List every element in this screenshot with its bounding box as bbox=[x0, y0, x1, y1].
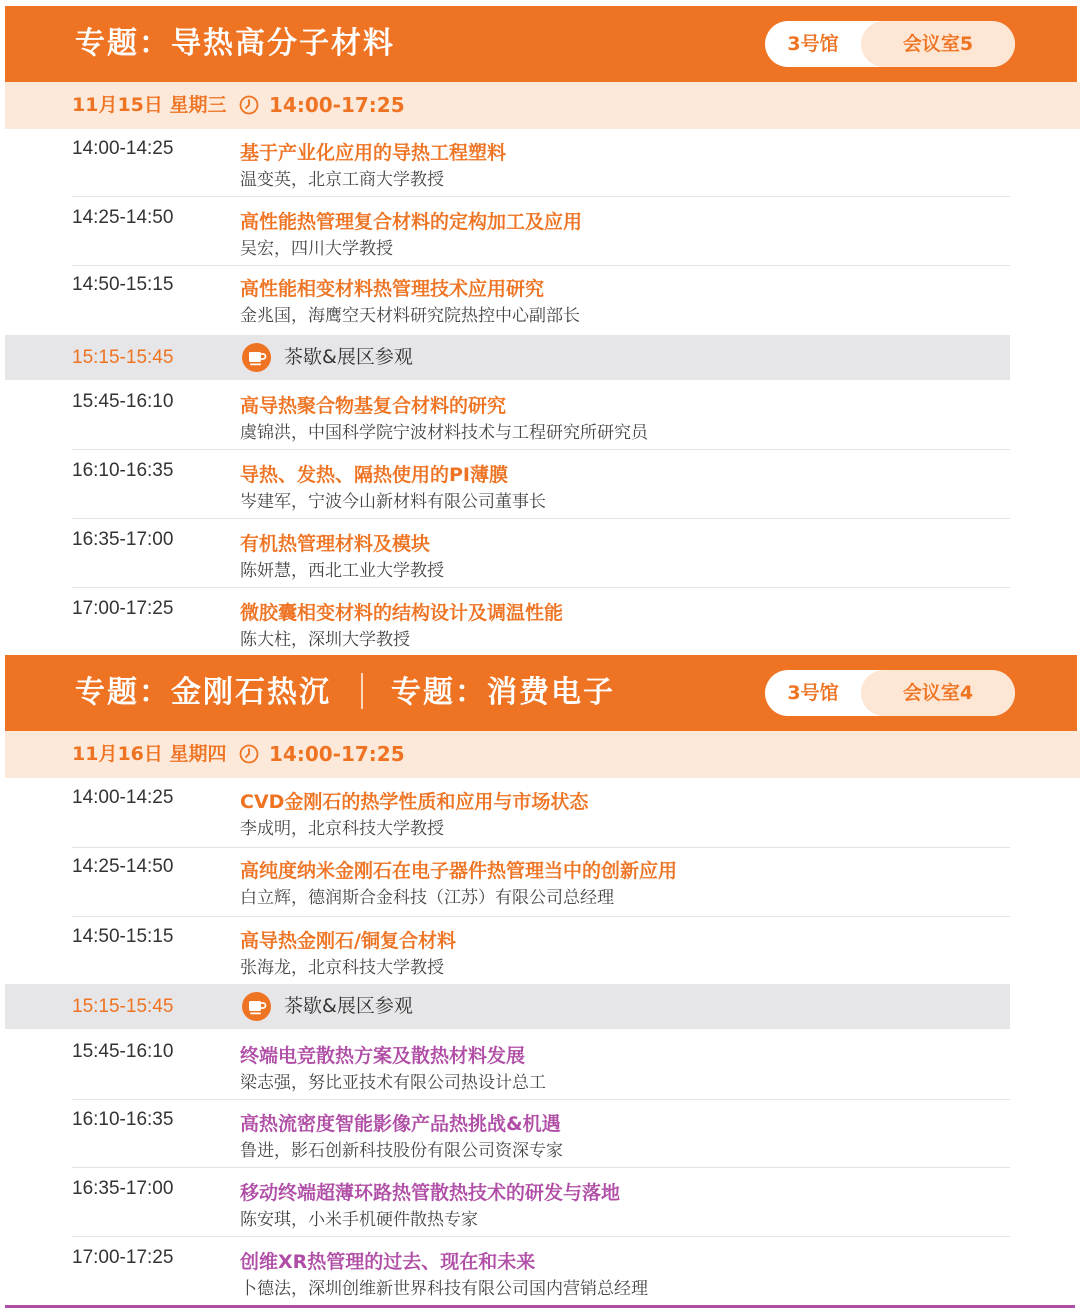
talk-time: 16:35-17:00 bbox=[72, 1178, 174, 1199]
talk-time: 14:00-14:25 bbox=[72, 138, 174, 159]
talk-speaker: 虞锦洪，中国科学院宁波材料技术与工程研究所研究员 bbox=[240, 423, 648, 443]
bottom-border bbox=[5, 1305, 1075, 1308]
talk-speaker: 温变英，北京工商大学教授 bbox=[240, 170, 444, 190]
row-divider bbox=[72, 265, 1010, 266]
clock-icon bbox=[239, 95, 259, 115]
break-time: 15:15-15:45 bbox=[72, 347, 174, 368]
break-time: 15:15-15:45 bbox=[72, 996, 174, 1017]
talk-time: 14:25-14:50 bbox=[72, 856, 174, 877]
venue-pill bbox=[765, 670, 1015, 716]
talk-time: 17:00-17:25 bbox=[72, 1247, 174, 1268]
talk-title: 高导热金刚石/铜复合材料 bbox=[240, 930, 456, 952]
row-divider bbox=[72, 196, 1010, 197]
talk-title: 微胶囊相变材料的结构设计及调温性能 bbox=[240, 602, 564, 624]
talk-speaker: 金兆国，海鹰空天材料研究院热控中心副部长 bbox=[240, 306, 580, 326]
talk-title: 导热、发热、隔热使用的PI薄膜 bbox=[240, 464, 508, 486]
topic-title bbox=[75, 6, 395, 82]
talk-title: 基于产业化应用的导热工程塑料 bbox=[240, 142, 507, 164]
topic-title bbox=[75, 655, 615, 731]
talk-speaker: 岑建军，宁波今山新材料有限公司董事长 bbox=[240, 492, 546, 512]
talk-title: 高纯度纳米金刚石在电子器件热管理当中的创新应用 bbox=[240, 860, 678, 882]
talk-time: 15:45-16:10 bbox=[72, 391, 174, 412]
talk-speaker: 吴宏，四川大学教授 bbox=[240, 239, 393, 259]
talk-speaker: 陈安琪，小米手机硬件散热专家 bbox=[240, 1210, 478, 1230]
row-divider bbox=[72, 916, 1010, 917]
session-time-range: 14:00-17:25 bbox=[269, 742, 405, 766]
session-date: 11月15日 星期三 bbox=[72, 94, 227, 116]
row-divider bbox=[72, 449, 1010, 450]
talk-speaker: 梁志强，努比亚技术有限公司热设计总工 bbox=[240, 1073, 546, 1093]
row-divider bbox=[72, 1167, 1010, 1168]
topic-label: 专题：消费电子 bbox=[391, 675, 615, 710]
talk-title: 高热流密度智能影像产品热挑战&机遇 bbox=[240, 1113, 561, 1135]
venue-pill bbox=[765, 21, 1015, 67]
room-label: 会议室5 bbox=[861, 21, 1015, 67]
date-bar-1 bbox=[5, 82, 1080, 129]
session-time-range: 14:00-17:25 bbox=[269, 93, 405, 117]
talk-title: 创维XR热管理的过去、现在和未来 bbox=[240, 1251, 536, 1273]
talk-title: 有机热管理材料及模块 bbox=[240, 533, 431, 555]
topic-header-1 bbox=[5, 6, 1077, 82]
coffee-cup-icon bbox=[242, 992, 271, 1021]
talk-title: 移动终端超薄环路热管散热技术的研发与落地 bbox=[240, 1182, 621, 1204]
date-bar-2 bbox=[5, 731, 1080, 778]
hall-label: 3号馆 bbox=[787, 33, 839, 55]
break-bar-2 bbox=[5, 984, 1010, 1029]
talk-speaker: 白立辉，德润斯合金科技（江苏）有限公司总经理 bbox=[240, 888, 614, 908]
talk-speaker: 陈妍慧，西北工业大学教授 bbox=[240, 561, 444, 581]
room-label: 会议室4 bbox=[861, 670, 1015, 716]
row-divider bbox=[72, 518, 1010, 519]
talk-speaker: 李成明，北京科技大学教授 bbox=[240, 819, 444, 839]
talk-time: 16:35-17:00 bbox=[72, 529, 174, 550]
row-divider bbox=[72, 847, 1010, 848]
talk-speaker: 鲁进，影石创新科技股份有限公司资深专家 bbox=[240, 1141, 563, 1161]
talk-title: 高性能热管理复合材料的定构加工及应用 bbox=[240, 211, 583, 233]
talk-title: 高性能相变材料热管理技术应用研究 bbox=[240, 278, 545, 300]
row-divider bbox=[72, 587, 1010, 588]
talk-time: 14:25-14:50 bbox=[72, 207, 174, 228]
talk-time: 16:10-16:35 bbox=[72, 460, 174, 481]
break-bar-1 bbox=[5, 335, 1010, 380]
talk-title: 高导热聚合物基复合材料的研究 bbox=[240, 395, 507, 417]
topic-label: 专题：金刚石热沉 bbox=[75, 675, 331, 710]
topic-separator bbox=[361, 673, 363, 709]
coffee-cup-icon bbox=[242, 343, 271, 372]
session-date: 11月16日 星期四 bbox=[72, 743, 227, 765]
talk-title: 终端电竞散热方案及散热材料发展 bbox=[240, 1045, 526, 1067]
talk-speaker: 陈大柱，深圳大学教授 bbox=[240, 630, 410, 650]
topic-header-2 bbox=[5, 655, 1077, 731]
talk-time: 14:00-14:25 bbox=[72, 787, 174, 808]
talk-time: 14:50-15:15 bbox=[72, 274, 174, 295]
talk-title: CVD金刚石的热学性质和应用与市场状态 bbox=[240, 791, 589, 813]
talk-time: 15:45-16:10 bbox=[72, 1041, 174, 1062]
row-divider bbox=[72, 1236, 1010, 1237]
talk-time: 14:50-15:15 bbox=[72, 926, 174, 947]
talk-speaker: 卜德法，深圳创维新世界科技有限公司国内营销总经理 bbox=[240, 1279, 648, 1299]
talk-time: 16:10-16:35 bbox=[72, 1109, 174, 1130]
hall-label: 3号馆 bbox=[787, 682, 839, 704]
break-label: 茶歇&展区参观 bbox=[284, 346, 413, 368]
talk-speaker: 张海龙，北京科技大学教授 bbox=[240, 958, 444, 978]
break-label: 茶歇&展区参观 bbox=[284, 995, 413, 1017]
clock-icon bbox=[239, 744, 259, 764]
talk-time: 17:00-17:25 bbox=[72, 598, 174, 619]
row-divider bbox=[72, 1099, 1010, 1100]
topic-label: 专题：导热高分子材料 bbox=[75, 26, 395, 61]
